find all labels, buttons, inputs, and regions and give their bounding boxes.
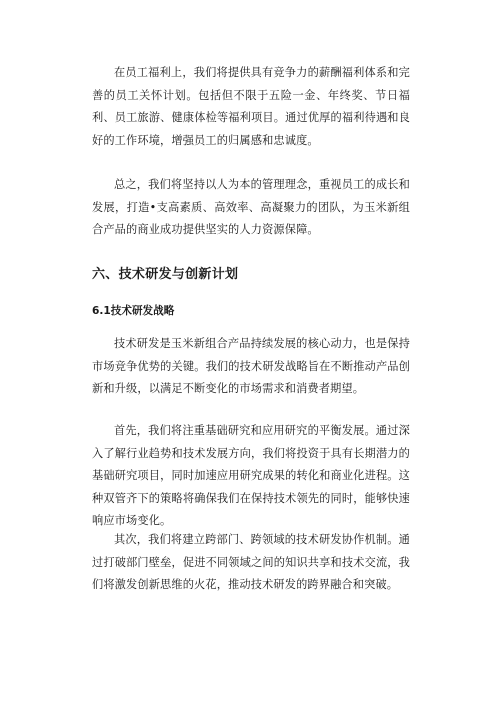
paragraph-employee-benefits: 在员工福利上，我们将提供具有竞争力的薪酬福利体系和完善的员工关怀计划。包括但不限于五险一金、年终奖、节日福利、员工旅游、健康体检等福利项目。通过优厚的福利待遇和良好的工作环境，增强员工的归属感和忠诚度。: [92, 66, 410, 147]
paragraph-rd-first: 首先，我们将注重基础研究和应用研究的平衡发展。通过深入了解行业趋势和技术发展方向，我们将投资于具有长期潜力的基础研究项目，同时加速应用研究成果的转化和商业化进程。这种双管齐下的策略将确保我们在保持技术领先的同时，能够快速响应市场变化。: [92, 424, 410, 527]
paragraph-rd-core: 技术研发是玉米新组合产品持续发展的核心动力，也是保持市场竞争优势的关键。我们的技术研发战略旨在不断推动产品创新和升级，以满足不断变化的市场需求和消费者期望。: [92, 337, 410, 395]
subsection-heading: 6.1技术研发战略: [92, 305, 175, 317]
paragraph-summary: 总之，我们将坚持以人为本的管理理念，重视员工的成长和发展，打造•支高素质、高效率、高凝聚力的团队，为玉米新组合产品的商业成功提供坚实的人力资源保障。: [92, 178, 410, 236]
paragraph-rd-second: 其次，我们将建立跨部门、跨领域的技术研发协作机制。通过打破部门壁垒，促进不同领域之间的知识共享和技术交流，我们将激发创新思维的火花，推动技术研发的跨界融合和突破。: [92, 533, 410, 591]
section-heading: 六、技术研发与创新计划: [92, 267, 239, 282]
